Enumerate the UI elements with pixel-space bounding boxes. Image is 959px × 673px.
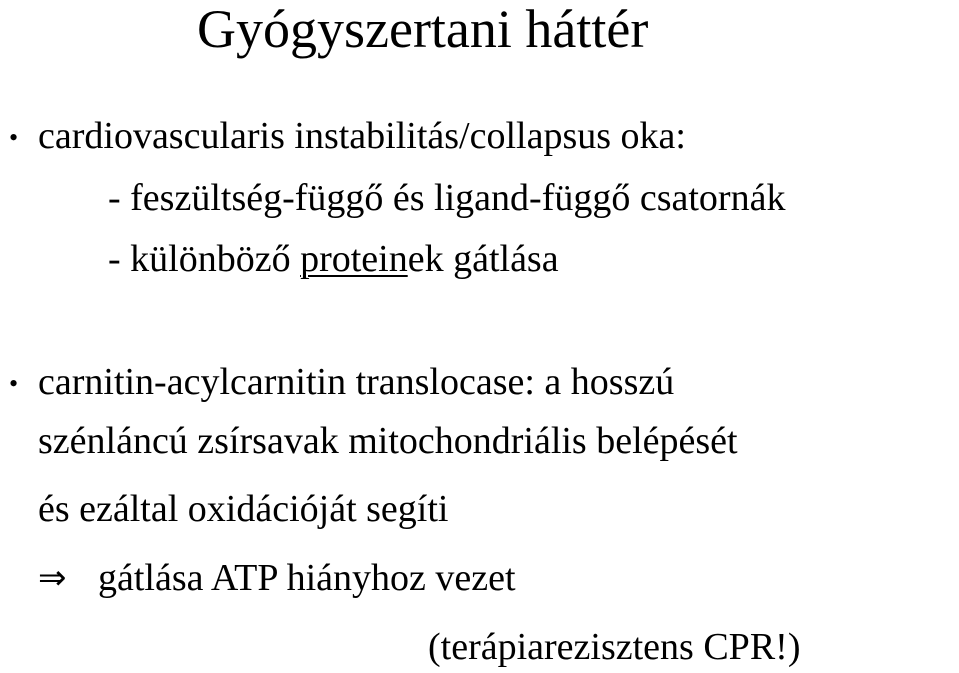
subitem-2-after: ek gátlása	[407, 238, 559, 280]
bullet-2-line-1: carnitin-acylcarnitin translocase: a hosszú	[38, 361, 675, 403]
implication-text: gátlása ATP hiányhoz vezet	[98, 557, 516, 599]
bullet-dot-1: •	[9, 123, 19, 152]
bullet-1-subitem-1: - feszültség-függő és ligand-függő csatornák	[108, 177, 786, 219]
slide-title: Gyógyszertani háttér	[197, 0, 649, 59]
underlined-protein: protein	[300, 238, 408, 280]
bullet-dot-2: •	[9, 369, 19, 398]
implication-note: (terápiarezisztens CPR!)	[428, 626, 801, 668]
bullet-1-subitem-2	[108, 238, 559, 280]
bullet-2-line-3: és ezáltal oxidációját segíti	[38, 488, 449, 530]
bullet-2-line-2: szénláncú zsírsavak mitochondriális belépését	[38, 420, 738, 462]
subitem-2-before: - különböző	[108, 238, 301, 280]
bullet-1-lead: cardiovascularis instabilitás/collapsus oka:	[38, 115, 686, 157]
implies-arrow-icon: ⇒	[38, 558, 67, 598]
